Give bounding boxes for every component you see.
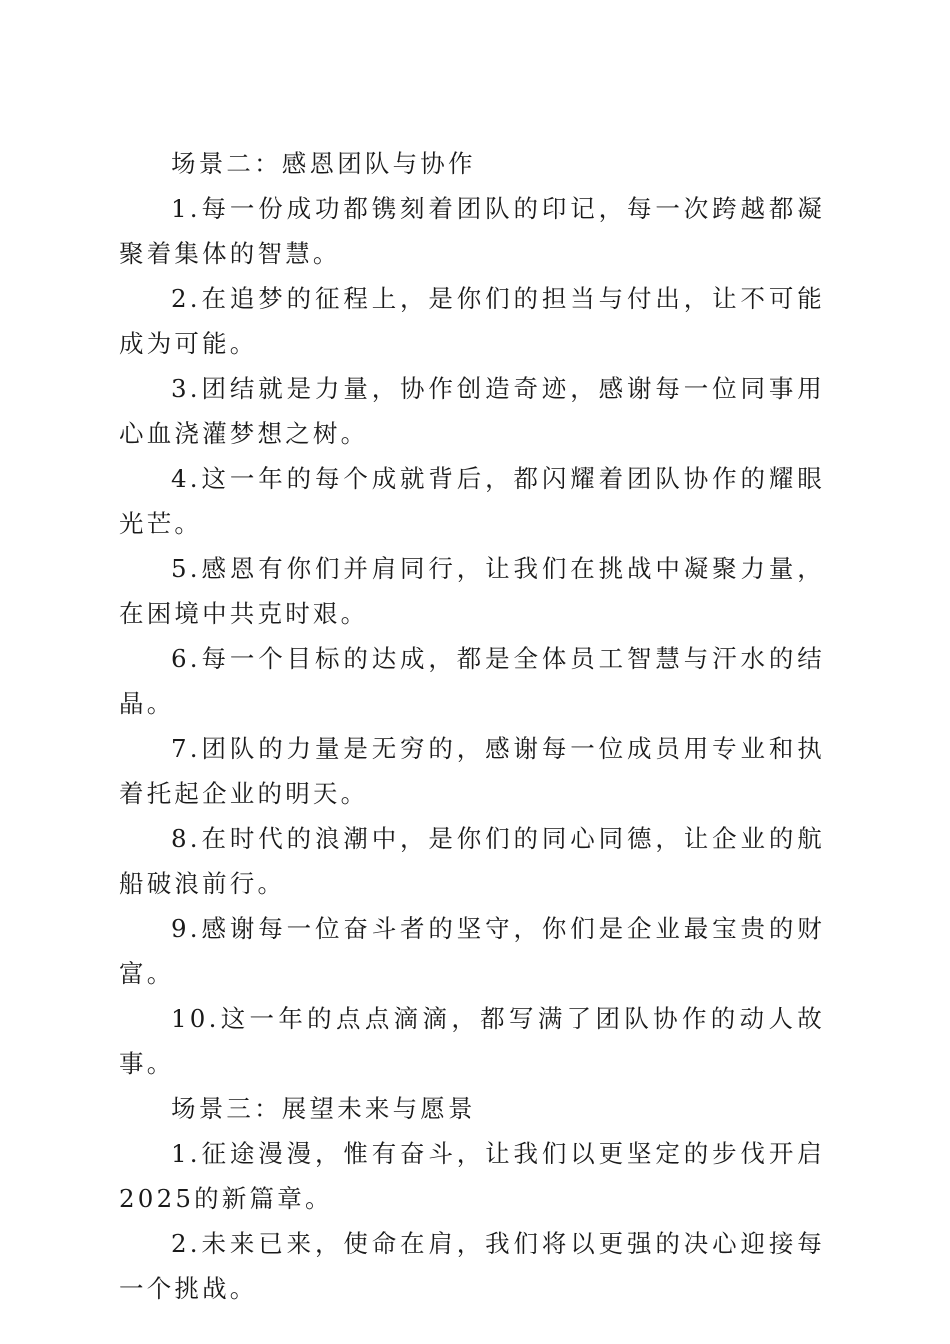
list-item: 6.每一个目标的达成，都是全体员工智慧与汗水的结晶。 xyxy=(119,644,825,718)
section-heading-scene-2: 场景二：感恩团队与协作 xyxy=(171,149,476,178)
list-item: 3.团结就是力量，协作创造奇迹，感谢每一位同事用心血浇灌梦想之树。 xyxy=(119,374,825,448)
list-item: 4.这一年的每个成就背后，都闪耀着团队协作的耀眼光芒。 xyxy=(119,464,825,538)
list-item: 2.未来已来，使命在肩，我们将以更强的决心迎接每一个挑战。 xyxy=(119,1229,825,1303)
list-item: 9.感谢每一位奋斗者的坚守，你们是企业最宝贵的财富。 xyxy=(119,914,825,988)
list-item: 8.在时代的浪潮中，是你们的同心同德，让企业的航船破浪前行。 xyxy=(119,824,825,898)
list-item: 10.这一年的点点滴滴，都写满了团队协作的动人故事。 xyxy=(119,1004,825,1078)
list-item: 1.每一份成功都镌刻着团队的印记，每一次跨越都凝聚着集体的智慧。 xyxy=(119,194,825,268)
section-heading-scene-3: 场景三：展望未来与愿景 xyxy=(171,1094,476,1123)
list-item: 1.征途漫漫，惟有奋斗，让我们以更坚定的步伐开启2025的新篇章。 xyxy=(119,1139,825,1213)
list-item: 5.感恩有你们并肩同行，让我们在挑战中凝聚力量，在困境中共克时艰。 xyxy=(119,554,825,628)
list-item: 7.团队的力量是无穷的，感谢每一位成员用专业和执着托起企业的明天。 xyxy=(119,734,825,808)
list-item: 2.在追梦的征程上，是你们的担当与付出，让不可能成为可能。 xyxy=(119,284,825,358)
document-body xyxy=(119,141,825,1311)
